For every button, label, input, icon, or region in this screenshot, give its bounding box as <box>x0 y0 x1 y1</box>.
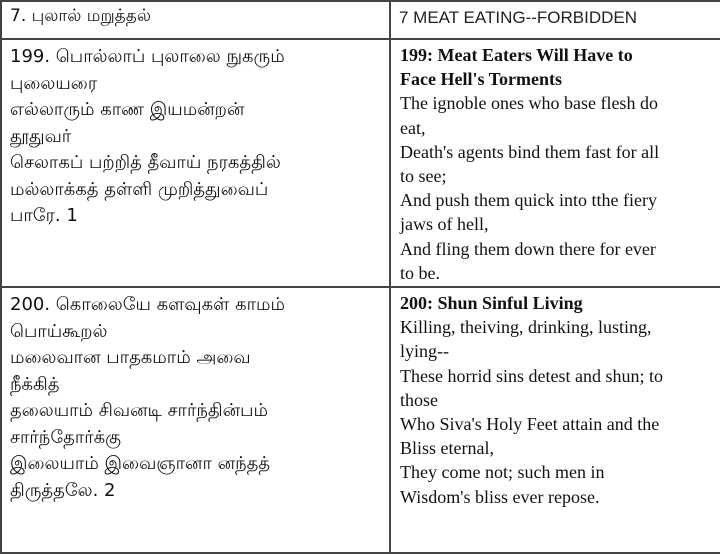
tamil-line: பாரே. 1 <box>10 205 78 226</box>
tamil-line: மல்லாக்கத் தள்ளி முறித்துவைப் <box>10 178 269 200</box>
english-line: Killing, theiving, drinking, lusting, <box>400 317 652 338</box>
english-line: And fling them down there for ever <box>400 238 656 259</box>
english-line: Bliss eternal, <box>400 438 494 459</box>
english-line: eat, <box>400 117 426 138</box>
english-line: These horrid sins detest and shun; to <box>400 365 663 386</box>
english-line: Who Siva's Holy Feet attain and the <box>400 414 660 435</box>
verse-title: 199: Meat Eaters Will Have to <box>400 45 633 65</box>
english-line: to be. <box>400 262 440 283</box>
header-row <box>1 1 720 39</box>
english-line: Death's agents bind them fast for all <box>400 141 660 162</box>
english-line: lying-- <box>400 341 449 362</box>
tamil-line: 200. கொலையே களவுகள் காமம் <box>10 294 285 315</box>
english-line: jaws of hell, <box>400 214 489 235</box>
english-line: And push them quick into tthe fiery <box>400 190 657 211</box>
english-verse-200 <box>390 287 720 553</box>
verse-row <box>1 39 720 287</box>
tamil-line: சார்ந்தோர்க்கு <box>10 426 122 448</box>
tamil-line: திருத்தலே. 2 <box>10 479 116 501</box>
verse-row <box>1 287 720 553</box>
tamil-chapter-title: 7. புலால் மறுத்தல் <box>1 1 390 39</box>
english-line: those <box>400 389 438 410</box>
tamil-line: பொய்கூறல் <box>10 320 108 342</box>
english-chapter-title: 7 MEAT EATING--FORBIDDEN <box>390 1 720 39</box>
english-line: They come not; such men in <box>400 462 605 483</box>
tamil-line: தலையாம் சிவனடி சார்ந்தின்பம் <box>10 400 268 421</box>
tamil-verse-199 <box>1 39 390 287</box>
english-line: to see; <box>400 166 447 187</box>
tamil-line: நீக்கித் <box>10 373 60 395</box>
tamil-line: 199. பொல்லாப் புலாலை நுகரும் <box>10 46 285 67</box>
tamil-verse-200 <box>1 287 390 553</box>
english-line: The ignoble ones who base flesh do <box>400 93 658 114</box>
verse-title: 200: Shun Sinful Living <box>400 293 583 313</box>
english-verse-199 <box>390 39 720 287</box>
tamil-line: இலையாம் இவைஞானா னந்தத் <box>10 453 271 474</box>
english-line: Wisdom's bliss ever repose. <box>400 486 600 507</box>
tamil-line: தூதுவர் <box>10 125 72 147</box>
tamil-line: எல்லாரும் காண இயமன்றன் <box>10 99 245 120</box>
tamil-line: மலைவான பாதகமாம் அவை <box>10 347 251 368</box>
tamil-line: புலையரை <box>10 72 98 94</box>
tamil-line: செலாகப் பற்றித் தீவாய் நரகத்தில் <box>10 152 281 173</box>
verse-title: Face Hell's Torments <box>400 69 562 90</box>
